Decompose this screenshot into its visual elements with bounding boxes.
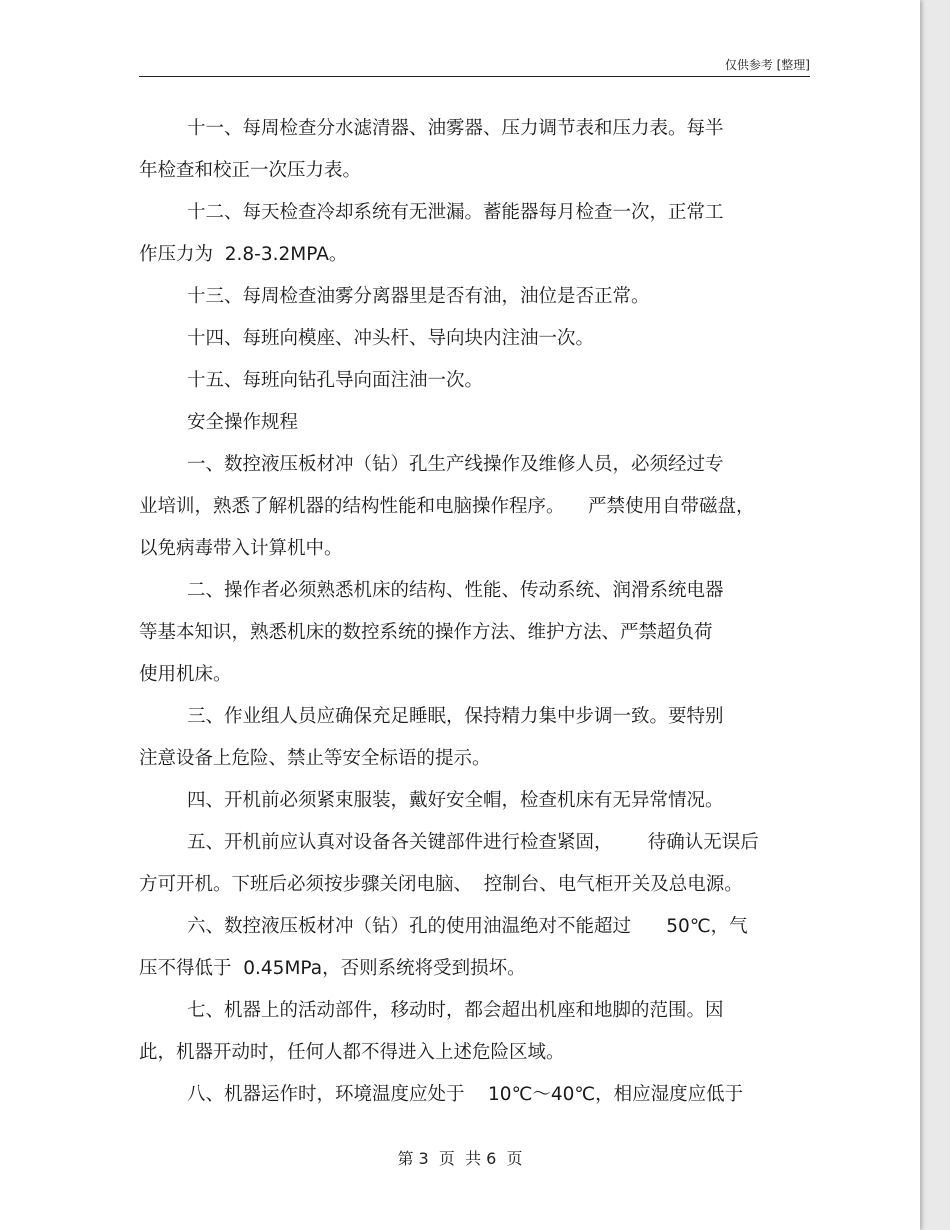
text-line: 作压力为 2.8-3.2MPA。 — [139, 244, 348, 265]
text-line: 此，机器开动时，任何人都不得进入上述危险区域。 — [139, 1042, 565, 1063]
document-body — [139, 108, 839, 1116]
header-divider — [139, 76, 810, 77]
text-line: 十一、每周检查分水滤清器、油雾器、压力调节表和压力表。每半 — [187, 118, 724, 139]
text-line: 四、开机前必须紧束服装，戴好安全帽，检查机床有无异常情况。 — [187, 790, 724, 811]
text-line: 业培训，熟悉了解机器的结构性能和电脑操作程序。 严禁使用自带磁盘， — [139, 496, 755, 517]
text-line: 二、操作者必须熟悉机床的结构、性能、传动系统、润滑系统电器 — [187, 580, 724, 601]
text-line: 十二、每天检查冷却系统有无泄漏。蓄能器每月检查一次，正常工 — [187, 202, 724, 223]
text-line: 压不得低于 0.45MPa，否则系统将受到损坏。 — [139, 958, 526, 979]
text-line: 八、机器运作时，环境温度应处于 10℃～40℃，相应湿度应低于 — [187, 1084, 744, 1105]
text-line: 等基本知识，熟悉机床的数控系统的操作方法、维护方法、严禁超负荷 — [139, 622, 713, 643]
text-line: 五、开机前应认真对设备各关键部件进行检查紧固， 待确认无误后 — [187, 832, 759, 853]
text-line: 七、机器上的活动部件，移动时，都会超出机座和地脚的范围。因 — [187, 1000, 724, 1021]
page-number-footer: 第 3 页 共 6 页 — [397, 1149, 523, 1168]
text-line: 十四、每班向模座、冲头杆、导向块内注油一次。 — [187, 328, 595, 349]
text-line: 年检查和校正一次压力表。 — [139, 160, 362, 181]
text-line: 十三、每周检查油雾分离器里是否有油，油位是否正常。 — [187, 286, 650, 307]
text-line: 以免病毒带入计算机中。 — [139, 538, 343, 559]
text-line: 一、数控液压板材冲（钻）孔生产线操作及维修人员，必须经过专 — [187, 454, 724, 475]
text-line: 使用机床。 — [139, 664, 232, 685]
text-line: 十五、每班向钻孔导向面注油一次。 — [187, 370, 484, 391]
text-line: 六、数控液压板材冲（钻）孔的使用油温绝对不能超过 50℃，气 — [187, 916, 748, 937]
section-heading: 安全操作规程 — [187, 412, 299, 433]
text-line: 方可开机。下班后必须按步骤关闭电脑、 控制台、电气柜开关及总电源。 — [139, 874, 743, 895]
header-note: 仅供参考 [整理] — [724, 58, 810, 72]
text-line: 注意设备上危险、禁止等安全标语的提示。 — [139, 748, 491, 769]
text-line: 三、作业组人员应确保充足睡眠，保持精力集中步调一致。要特别 — [187, 706, 724, 727]
